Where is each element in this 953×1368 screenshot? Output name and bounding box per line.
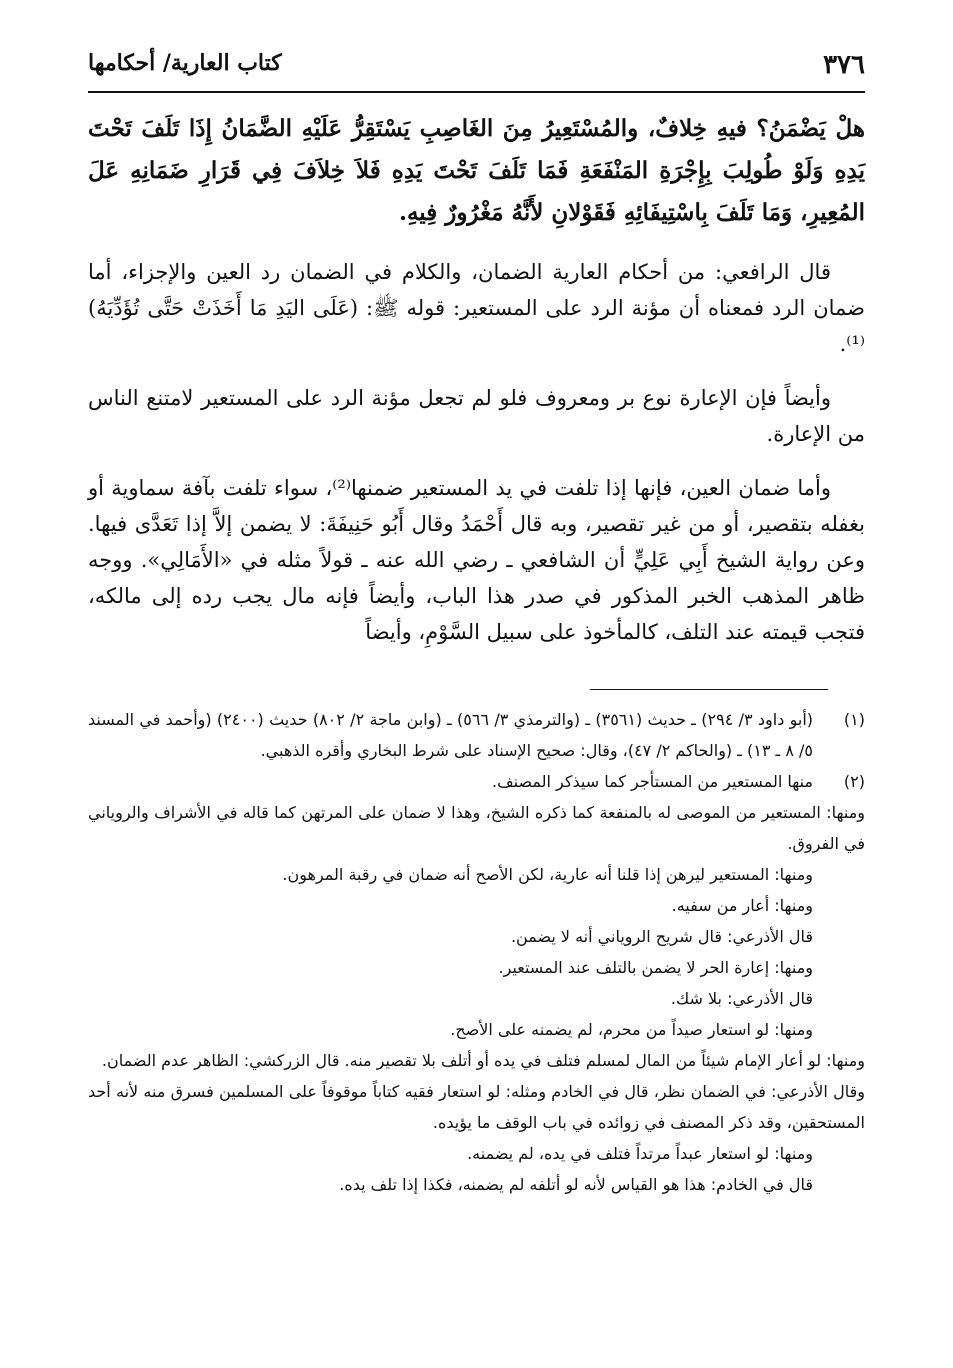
footnote-line: ومنها: المستعير من الموصى له بالمنفعة كما ذكره الشيخ، وهذا لا ضمان على المرتهن كما قاله في الأشراف والروياني في الفروق. (88, 803, 865, 853)
footnote-line: وقال الأذرعي: في الضمان نظر، قال في الخادم ومثله: لو استعار فقيه كتاباً موقوفاً على المسلمين فسرق منه لأنه أحد المستحقين، وقد ذكر المصنف في زوائده في باب الوقف ما يؤيده. (88, 1082, 865, 1132)
header-rule (88, 91, 865, 93)
footnote-text: منها المستعير من المستأجر كما سيذكر المصنف. (492, 772, 813, 791)
matn-text: هلْ يَضْمَنُ؟ فيهِ خِلافٌ، والمُسْتَعِيرُ مِنَ الغَاصِبِ يَسْتَقِرُّ عَلَيْهِ الضَّمَانُ إِذَا تَلَفَ تَحْتَ يَدِهِ وَلَوْ طُولِبَ بِإِجْرَةِ المَنْفَعَةِ فَمَا تَلَفَ تَحْتَ يَدِهِ فَلاَ خِلاَفَ فِي قَرَارِ ضَمَانِهِ عَلَ المُعِيرِ، وَمَا تَلَفَ بِاسْتِيفَائِهِ فَقَوْلانِ لأَنَّهُ مَغْرُورٌ فِيهِ. (88, 115, 865, 226)
footnote-line: ومنها: إعارة الحر لا يضمن بالتلف عند المستعير. (498, 958, 813, 977)
footnote-separator (590, 689, 828, 690)
footnote-number: (٢) (843, 772, 865, 791)
footnote-line: قال الأذرعي: بلا شك. (670, 989, 813, 1008)
footnote-line: ومنها: أعار من سفيه. (671, 896, 813, 915)
footnote-2 (88, 766, 865, 797)
paragraph: وأما ضمان العين، فإنها إذا تلفت في يد المستعير ضمنها⁽²⁾، سواء تلفت بآفة سماوية أو بغفله بتقصير، أو من غير تقصير، وبه قال أَحْمَدُ وقال أَبُو حَنِيفَةَ: لا يضمن إلاَّ إذا تَعَدَّى فيها. وعن رواية الشيخ أَبِي عَلِيٍّ أن الشافعي ـ رضي الله عنه ـ قولاً مثله في «الأَمَالِي». ووجه ظاهر المذهب الخبر المذكور في صدر هذا الباب، وأيضاً فإنه مال يجب رده إلى مالكه، فتجب قيمته عند التلف، كالمأخوذ على سبيل السَّوْمِ، وأيضاً (88, 476, 865, 644)
footnote-text: (أبو داود ٣/ ٢٩٤) ـ حديث (٣٥٦١) ـ (والترمذي ٣/ ٥٦٦) ـ (وابن ماجة ٢/ ٨٠٢) حديث (٢٤٠٠) (وأحمد في المسند ٥/ ٨ ـ ١٣) ـ (والحاكم ٢/ ٤٧)، وقال: صحيح الإسناد على شرط البخاري وأقره الذهبي. (88, 710, 814, 760)
paragraph: وأيضاً فإن الإعارة نوع بر ومعروف فلو لم تجعل مؤنة الرد على المستعير لامتنع الناس من الإعارة. (88, 386, 865, 446)
running-title: كتاب العارية/ أحكامها (88, 50, 282, 76)
paragraph: قال الرافعي: من أحكام العارية الضمان، والكلام في الضمان رد العين والإجزاء، أما ضمان الرد فمعناه أن مؤنة الرد على المستعير: قوله ﷺ: (عَلَى اليَدِ مَا أَخَذَتْ حَتَّى تُؤَدِّيَهُ)⁽¹⁾. (88, 260, 865, 356)
footnote-line: ومنها: لو استعار صيداً من محرم، لم يضمنه على الأصح. (450, 1020, 813, 1039)
footnote-number: (١) (843, 710, 865, 729)
page-number: ٣٧٦ (823, 50, 865, 80)
footnote-line: ومنها: لو استعار عبداً مرتداً فتلف في يده، لم يضمنه. (467, 1144, 813, 1163)
page-header (88, 44, 865, 88)
main-text (88, 104, 865, 668)
footnote-line: ومنها: لو أعار الإمام شيئاً من المال لمسلم فتلف في يده أو أتلف بلا تقصير منه. قال الزركشي: الظاهر عدم الضمان. (101, 1051, 865, 1070)
footnote-line: قال في الخادم: هذا هو القياس لأنه لو أتلفه لم يضمنه، فكذا إذا تلف يده. (339, 1175, 813, 1194)
footnote-1 (88, 704, 865, 766)
footnote-line: قال الأذرعي: قال شريح الروياني أنه لا يضمن. (510, 927, 813, 946)
footnotes (88, 704, 865, 1200)
footnote-line: ومنها: المستعير ليرهن إذا قلنا أنه عارية، لكن الأصح أنه ضمان في رقبة المرهون. (282, 865, 813, 884)
